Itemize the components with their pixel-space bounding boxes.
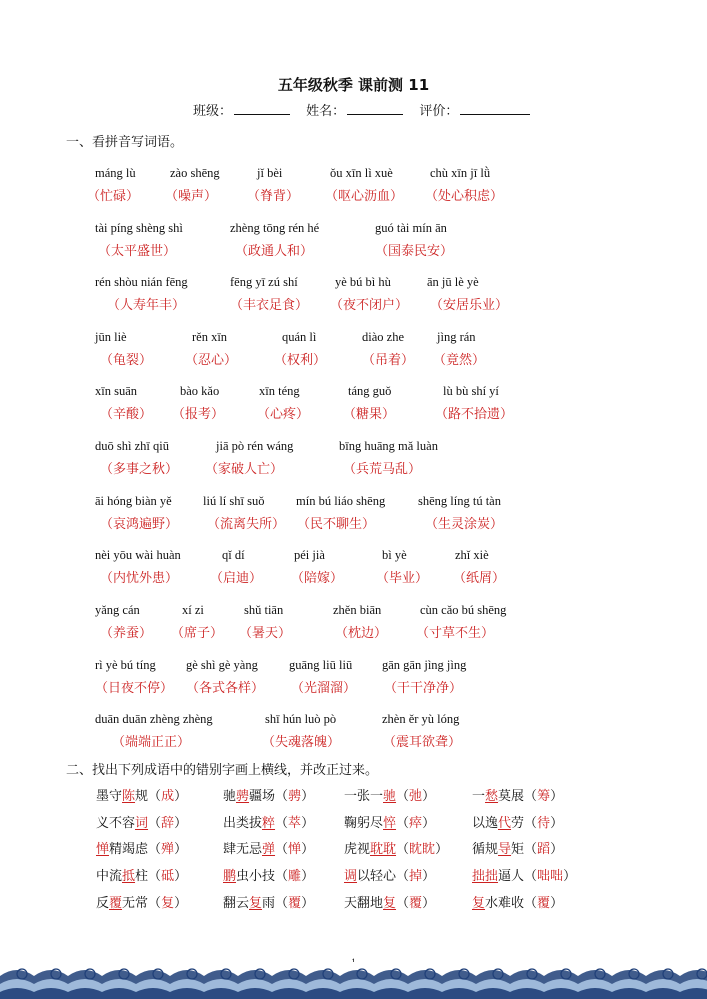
- idiom-part: 一张一: [344, 789, 384, 804]
- corrected-char: 眈眈: [409, 842, 436, 857]
- idiom-correction-item: 以逸代劳（待）: [472, 816, 564, 831]
- pinyin-prompt: lù bù shí yí: [443, 384, 499, 398]
- pinyin-prompt: fēng yī zú shí: [230, 275, 298, 289]
- corrected-char: 瘁: [409, 816, 423, 831]
- pinyin-prompt: bīng huāng mǎ luàn: [339, 439, 438, 453]
- answer-word: （忍心）: [185, 353, 238, 368]
- idiom-part: 义不容: [96, 816, 136, 831]
- corrected-char: 覆: [409, 896, 423, 911]
- corrected-char: 弛: [409, 789, 423, 804]
- idiom-correction-item: 一张一驰（弛）: [344, 789, 436, 804]
- idiom-part: 出类拔: [223, 816, 263, 831]
- corrected-char: 覆: [537, 896, 551, 911]
- pinyin-prompt: zhèng tōng rén hé: [230, 221, 320, 235]
- pinyin-prompt: zhèn ěr yù lóng: [382, 712, 460, 726]
- idiom-correction-item: 反覆无常（复）: [96, 896, 188, 911]
- answer-text: 哀鸿遍野: [113, 517, 166, 532]
- corrected-char: 骋: [288, 789, 302, 804]
- answer-text: 报考: [185, 407, 212, 422]
- answer-text: 枕边: [348, 626, 375, 641]
- idiom-part: 虎视: [344, 842, 371, 857]
- answer-word: （震耳欲聋）: [383, 735, 462, 750]
- class-label: 班级：: [193, 104, 233, 119]
- pinyin-prompt: ǒu xīn lì xuè: [330, 166, 393, 180]
- pinyin-prompt: shǔ tiān: [244, 603, 284, 617]
- answer-word: （陪嫁）: [291, 571, 344, 586]
- pinyin-prompt: quán lì: [282, 330, 317, 344]
- answer-text: 启迪: [223, 571, 250, 586]
- answer-word: （流离失所）: [207, 517, 286, 532]
- answer-word: （辛酸）: [100, 407, 153, 422]
- answer-word: （暑天）: [239, 626, 292, 641]
- answer-word: （席子）: [171, 626, 224, 641]
- answer-word: （各式各样）: [186, 681, 265, 696]
- answer-word: （报考）: [172, 407, 225, 422]
- answer-text: 人寿年丰: [120, 298, 173, 313]
- wrong-char: 覆: [109, 896, 123, 911]
- answer-word: （噪声）: [165, 189, 218, 204]
- answer-word: （政通人和）: [235, 244, 314, 259]
- answer-text: 安居乐业: [443, 298, 496, 313]
- pinyin-prompt: guó tài mín ān: [375, 221, 447, 235]
- wrong-char: 复: [249, 896, 263, 911]
- idiom-correction-item: 调以轻心（掉）: [344, 869, 436, 884]
- answer-word: （路不拾遗）: [435, 407, 514, 422]
- answer-word: （内忧外患）: [100, 571, 179, 586]
- answer-text: 路不拾遗: [448, 407, 501, 422]
- answer-word: （枕边）: [335, 626, 388, 641]
- corrected-char: 雕: [288, 869, 302, 884]
- answer-text: 端端正正: [125, 735, 178, 750]
- pinyin-prompt: bào kǎo: [180, 384, 220, 398]
- pinyin-prompt: péi jià: [294, 548, 325, 562]
- idiom-part: 一: [472, 789, 486, 804]
- pinyin-prompt: duō shì zhī qiū: [95, 439, 169, 453]
- answer-text: 辛酸: [113, 407, 140, 422]
- answer-word: （呕心沥血）: [325, 189, 404, 204]
- answer-word: （忙碌）: [87, 189, 140, 204]
- wrong-char: 代: [498, 816, 512, 831]
- idiom-part: 天翻地: [344, 896, 384, 911]
- pinyin-prompt: qǐ dí: [222, 548, 245, 562]
- idiom-correction-item: 虎视耽耽（眈眈）: [344, 842, 449, 857]
- wrong-char: 复: [472, 896, 486, 911]
- answer-text: 生灵涂炭: [438, 517, 491, 532]
- answer-text: 糖果: [356, 407, 383, 422]
- idiom-correction-item: 天翻地复（覆）: [344, 896, 436, 911]
- idiom-part: 反: [96, 896, 110, 911]
- answer-word: （哀鸿遍野）: [100, 517, 179, 532]
- wrong-char: 粹: [262, 816, 276, 831]
- idiom-part: 雨: [262, 896, 276, 911]
- wrong-char: 拙拙: [472, 869, 499, 884]
- idiom-part: 无常: [122, 896, 149, 911]
- idiom-part: 矩: [511, 842, 525, 857]
- page-title: 五年级秋季 课前测 11: [277, 76, 430, 94]
- answer-text: 吊着: [375, 353, 402, 368]
- answer-text: 噪声: [178, 189, 205, 204]
- answer-text: 丰衣足食: [243, 298, 296, 313]
- answer-text: 夜不闭户: [343, 298, 396, 313]
- pinyin-prompt: rěn xīn: [192, 330, 228, 344]
- corrected-char: 惮: [288, 842, 302, 857]
- idiom-correction-item: 惮精竭虑（殚）: [96, 842, 188, 857]
- answer-text: 心疼: [270, 407, 297, 422]
- answer-word: （竟然）: [433, 353, 486, 368]
- answer-text: 龟裂: [113, 353, 140, 368]
- idiom-correction-item: 义不容词（辞）: [96, 816, 188, 831]
- idiom-correction-item: 鹏虫小技（雕）: [223, 869, 315, 884]
- idiom-part: 中流: [96, 869, 123, 884]
- wrong-char: 导: [498, 842, 512, 857]
- pinyin-prompt: guāng liū liū: [289, 658, 353, 672]
- wrong-char: 复: [383, 896, 397, 911]
- idiom-part: 莫展: [498, 789, 525, 804]
- wave-border-decoration: [0, 962, 707, 999]
- pinyin-prompt: bì yè: [382, 548, 407, 562]
- idiom-part: 规: [135, 789, 149, 804]
- answer-text: 多事之秋: [113, 462, 166, 477]
- idiom-correction-item: 墨守陈规（成）: [96, 789, 188, 804]
- pinyin-prompt: yè bú bì hù: [335, 275, 391, 289]
- wrong-char: 驰: [383, 789, 397, 804]
- answer-text: 家破人亡: [218, 462, 271, 477]
- idiom-correction-item: 出类拔粹（萃）: [223, 816, 315, 831]
- idiom-part: 柱: [135, 869, 149, 884]
- corrected-char: 筹: [537, 789, 551, 804]
- idiom-correction-item: 肆无忌弹（惮）: [223, 842, 315, 857]
- pinyin-prompt: ān jū lè yè: [427, 275, 479, 289]
- pinyin-prompt: yǎng cán: [95, 603, 140, 617]
- eval-blank[interactable]: [460, 103, 530, 115]
- idiom-part: 精竭虑: [109, 842, 149, 857]
- pinyin-prompt: liú lí shī suǒ: [203, 494, 265, 508]
- pinyin-prompt: zhěn biān: [333, 603, 382, 617]
- answer-text: 兵荒马乱: [356, 462, 409, 477]
- answer-text: 处心积虑: [438, 189, 491, 204]
- idiom-correction-item: 拙拙逼人（咄咄）: [472, 869, 577, 884]
- answer-word: （日夜不停）: [95, 681, 174, 696]
- corrected-char: 殚: [161, 842, 175, 857]
- pinyin-prompt: xīn suān: [95, 384, 138, 398]
- idiom-correction-item: 中流抵柱（砥）: [96, 869, 188, 884]
- answer-text: 各式各样: [199, 681, 252, 696]
- answer-word: （多事之秋）: [100, 462, 179, 477]
- pinyin-prompt: āi hóng biàn yě: [95, 494, 172, 508]
- pinyin-prompt: jūn liè: [95, 330, 127, 344]
- wrong-char: 抵: [122, 869, 136, 884]
- idiom-correction-item: 一愁莫展（筹）: [472, 789, 564, 804]
- pinyin-prompt: xīn téng: [259, 384, 300, 398]
- pinyin-prompt: jǐ bèi: [257, 166, 283, 180]
- idiom-correction-item: 复水难收（覆）: [472, 896, 564, 911]
- pinyin-prompt: rì yè bú tíng: [95, 658, 156, 672]
- answer-word: （糖果）: [343, 407, 396, 422]
- answer-text: 光溜溜: [304, 681, 344, 696]
- wrong-char: 弹: [262, 842, 276, 857]
- answer-word: （心疼）: [257, 407, 310, 422]
- wrong-char: 耽耽: [370, 842, 397, 857]
- idiom-part: 肆无忌: [223, 842, 263, 857]
- answer-word: （纸屑）: [453, 571, 506, 586]
- idiom-part: 劳: [511, 816, 525, 831]
- corrected-char: 砥: [161, 869, 175, 884]
- idiom-correction-item: 鞠躬尽悴（瘁）: [344, 816, 436, 831]
- class-blank[interactable]: [234, 103, 290, 115]
- answer-text: 流离失所: [220, 517, 273, 532]
- answer-word: （毕业）: [376, 571, 429, 586]
- pinyin-prompt: máng lù: [95, 166, 136, 180]
- answer-word: （寸草不生）: [416, 626, 495, 641]
- answer-word: （失魂落魄）: [262, 735, 341, 750]
- wrong-char: 鹏: [223, 869, 237, 884]
- pinyin-prompt: duān duān zhèng zhèng: [95, 712, 213, 726]
- pinyin-prompt: zhǐ xiè: [455, 548, 489, 562]
- pinyin-prompt: jiā pò rén wáng: [216, 439, 294, 453]
- name-blank[interactable]: [347, 103, 403, 115]
- answer-word: （丰衣足食）: [230, 298, 309, 313]
- wrong-char: 调: [344, 869, 358, 884]
- answer-text: 纸屑: [466, 571, 493, 586]
- answer-text: 内忧外患: [113, 571, 166, 586]
- pinyin-prompt: gān gān jìng jìng: [382, 658, 467, 672]
- pinyin-prompt: zào shēng: [170, 166, 220, 180]
- corrected-char: 掉: [409, 869, 423, 884]
- pinyin-prompt: chù xīn jī lǜ: [430, 166, 491, 180]
- student-info-line: [193, 100, 534, 119]
- answer-text: 脊背: [260, 189, 287, 204]
- idiom-part: 循规: [472, 842, 499, 857]
- idiom-part: 翻云: [223, 896, 250, 911]
- answer-text: 竟然: [446, 353, 473, 368]
- answer-word: （兵荒马乱）: [343, 462, 422, 477]
- answer-word: （民不聊生）: [297, 517, 376, 532]
- answer-text: 暑天: [252, 626, 279, 641]
- answer-text: 席子: [184, 626, 211, 641]
- corrected-char: 蹈: [537, 842, 551, 857]
- wrong-char: 悴: [383, 816, 397, 831]
- idiom-part: 以逸: [472, 816, 499, 831]
- pinyin-prompt: xí zi: [182, 603, 204, 617]
- answer-word: （家破人亡）: [205, 462, 284, 477]
- idiom-part: 虫小技: [236, 869, 276, 884]
- answer-text: 养蚕: [113, 626, 140, 641]
- idiom-part: 逼人: [498, 869, 525, 884]
- answer-word: （安居乐业）: [430, 298, 509, 313]
- wrong-char: 词: [135, 816, 149, 831]
- section1-heading: 一、看拼音写词语。: [66, 135, 184, 150]
- answer-text: 忙碌: [100, 189, 127, 204]
- corrected-char: 覆: [288, 896, 302, 911]
- corrected-char: 待: [537, 816, 551, 831]
- idiom-correction-item: 循规导矩（蹈）: [472, 842, 564, 857]
- pinyin-prompt: shī hún luò pò: [265, 712, 337, 726]
- idiom-correction-item: 驰骋疆场（骋）: [223, 789, 315, 804]
- pinyin-prompt: diào zhe: [362, 330, 404, 344]
- answer-word: （干干净净）: [384, 681, 463, 696]
- answer-text: 日夜不停: [108, 681, 161, 696]
- eval-label: 评价：: [419, 104, 459, 119]
- answer-text: 国泰民安: [388, 244, 441, 259]
- answer-word: （龟裂）: [100, 353, 153, 368]
- answer-text: 民不聊生: [310, 517, 363, 532]
- wrong-char: 陈: [122, 789, 136, 804]
- answer-word: （国泰民安）: [375, 244, 454, 259]
- corrected-char: 复: [161, 896, 175, 911]
- answer-word: （端端正正）: [112, 735, 191, 750]
- idiom-part: 疆场: [249, 789, 276, 804]
- section2-heading: 二、找出下列成语中的错别字画上横线，并改正过来。: [66, 763, 379, 778]
- corrected-char: 成: [161, 789, 175, 804]
- corrected-char: 辞: [161, 816, 175, 831]
- corrected-char: 萃: [288, 816, 302, 831]
- answer-text: 寸草不生: [429, 626, 482, 641]
- answer-word: （太平盛世）: [98, 244, 177, 259]
- answer-word: （吊着）: [362, 353, 415, 368]
- pinyin-prompt: nèi yōu wài huàn: [95, 548, 181, 562]
- idiom-correction-item: 翻云复雨（覆）: [223, 896, 315, 911]
- answer-text: 忍心: [198, 353, 225, 368]
- wrong-char: 骋: [236, 789, 250, 804]
- answer-word: （脊背）: [247, 189, 300, 204]
- answer-word: （权利）: [274, 353, 327, 368]
- pinyin-prompt: shēng líng tú tàn: [418, 494, 501, 508]
- answer-word: （启迪）: [210, 571, 263, 586]
- idiom-part: 水难收: [485, 896, 525, 911]
- answer-text: 政通人和: [248, 244, 301, 259]
- idiom-part: 墨守: [96, 789, 123, 804]
- wrong-char: 愁: [485, 789, 499, 804]
- answer-word: （人寿年丰）: [107, 298, 186, 313]
- pinyin-prompt: gè shì gè yàng: [186, 658, 258, 672]
- pinyin-prompt: jìng rán: [437, 330, 476, 344]
- answer-word: （夜不闭户）: [330, 298, 409, 313]
- pinyin-prompt: cùn cǎo bú shēng: [420, 603, 507, 617]
- answer-word: （养蚕）: [100, 626, 153, 641]
- answer-text: 震耳欲聋: [396, 735, 449, 750]
- pinyin-prompt: táng guǒ: [348, 384, 392, 398]
- answer-text: 干干净净: [397, 681, 450, 696]
- idiom-part: 驰: [223, 789, 237, 804]
- answer-text: 太平盛世: [111, 244, 164, 259]
- answer-word: （处心积虑）: [425, 189, 504, 204]
- answer-text: 毕业: [389, 571, 416, 586]
- pinyin-prompt: mín bú liáo shēng: [296, 494, 386, 508]
- answer-text: 陪嫁: [304, 571, 331, 586]
- idiom-part: 以轻心: [357, 869, 397, 884]
- idiom-part: 鞠躬尽: [344, 816, 384, 831]
- answer-text: 失魂落魄: [275, 735, 328, 750]
- pinyin-prompt: tài píng shèng shì: [95, 221, 183, 235]
- pinyin-prompt: rén shòu nián fēng: [95, 275, 188, 289]
- answer-text: 权利: [287, 353, 314, 368]
- name-label: 姓名：: [306, 104, 346, 119]
- answer-word: （生灵涂炭）: [425, 517, 504, 532]
- wrong-char: 惮: [96, 842, 110, 857]
- corrected-char: 咄咄: [537, 869, 564, 884]
- answer-text: 呕心沥血: [338, 189, 391, 204]
- answer-word: （光溜溜）: [291, 681, 357, 696]
